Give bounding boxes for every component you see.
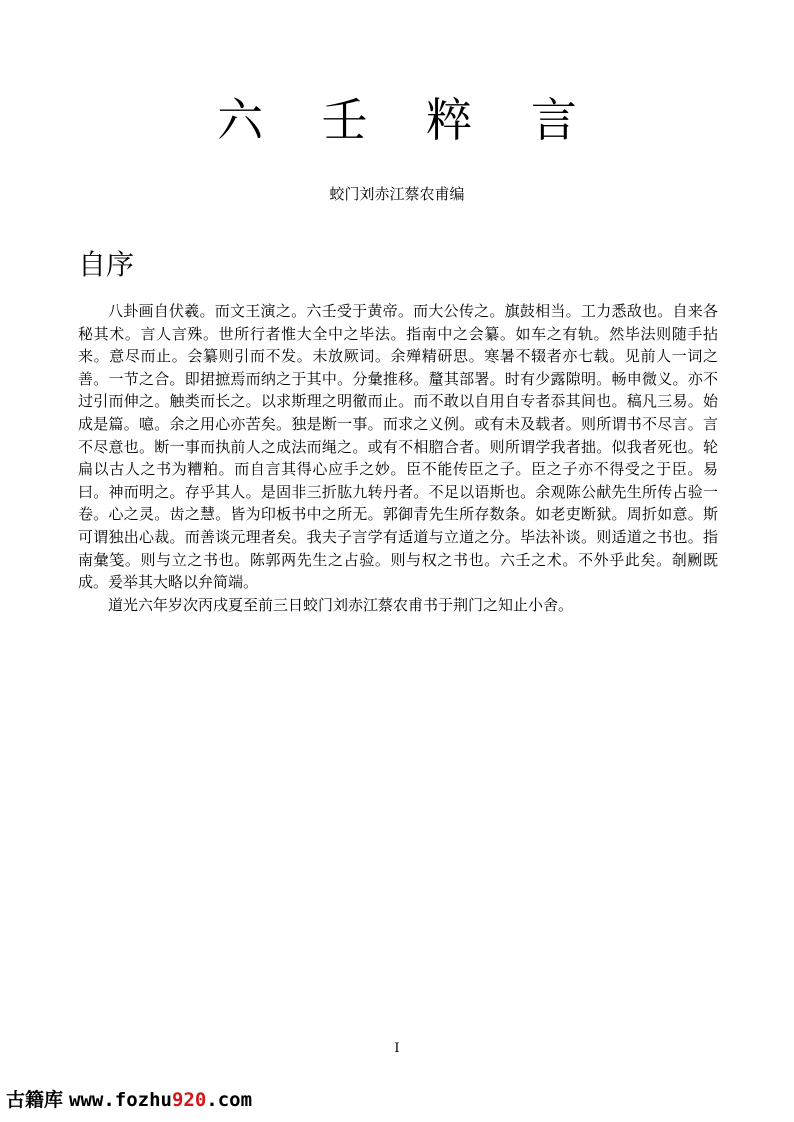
- preface-signature-paragraph: 道光六年岁次丙戌夏至前三日蛟门刘赤江蔡农甫书于荆门之知止小舍。: [108, 595, 574, 614]
- watermark-url-prefix: www.fozhu: [69, 1089, 172, 1111]
- page-number: I: [394, 1041, 400, 1056]
- section-heading: 自序: [78, 248, 135, 281]
- preface-paragraph: 八卦画自伏羲。而文王演之。六壬受于黄帝。而大公传之。旗鼓相当。工力悉敌也。自来各秘其术。言人言殊。世所行者惟大全中之毕法。指南中之会纂。如车之有轨。然毕法则随手拈来。意尽而止。会纂则引而不发。未放厥词。余殚精研思。寒暑不辍者亦七载。见前人一词之善。一节之合。即捃摭焉而纳之于其中。分彙推移。釐其部署。时有少露隙明。畅申微义。亦不过引而伸之。触类而长之。以求斯理之明徹而止。而不敢以自用自专者忝其间也。稿凡三易。始成是篇。噫。余之用心亦苦矣。独是断一事。而求之义例。或有未及载者。则所谓书不尽言。言不尽意也。断一事而执前人之成法而绳之。或有不相脗合者。则所谓学我者拙。似我者死也。轮扁以古人之书为糟粕。而自言其得心应手之妙。臣不能传臣之子。臣之子亦不得受之于臣。易曰。神而明之。存乎其人。是固非三折肱九转丹者。不足以语斯也。余观陈公献先生所传占验一卷。心之灵。齿之慧。皆为印板书中之所无。郭御青先生所存数条。如老吏断狱。周折如意。斯可谓独出心裁。而善谈元理者矣。我夫子言学有适道与立道之分。毕法补谈。则适道之书也。指南彙笺。则与立之书也。陈郭两先生之占验。则与权之书也。六壬之术。不外乎此矣。剞劂既成。爰举其大略以弁简端。: [78, 302, 718, 592]
- author-line: 蛟门刘赤江蔡农甫编: [329, 185, 465, 203]
- preface-body: [78, 300, 718, 616]
- document-title: 六 壬 粹 言: [217, 93, 599, 147]
- watermark-url-number: 920: [171, 1089, 207, 1111]
- site-watermark: [6, 1088, 252, 1112]
- watermark-site-name: 古籍库: [6, 1089, 64, 1111]
- watermark-url-suffix: .com: [206, 1089, 253, 1111]
